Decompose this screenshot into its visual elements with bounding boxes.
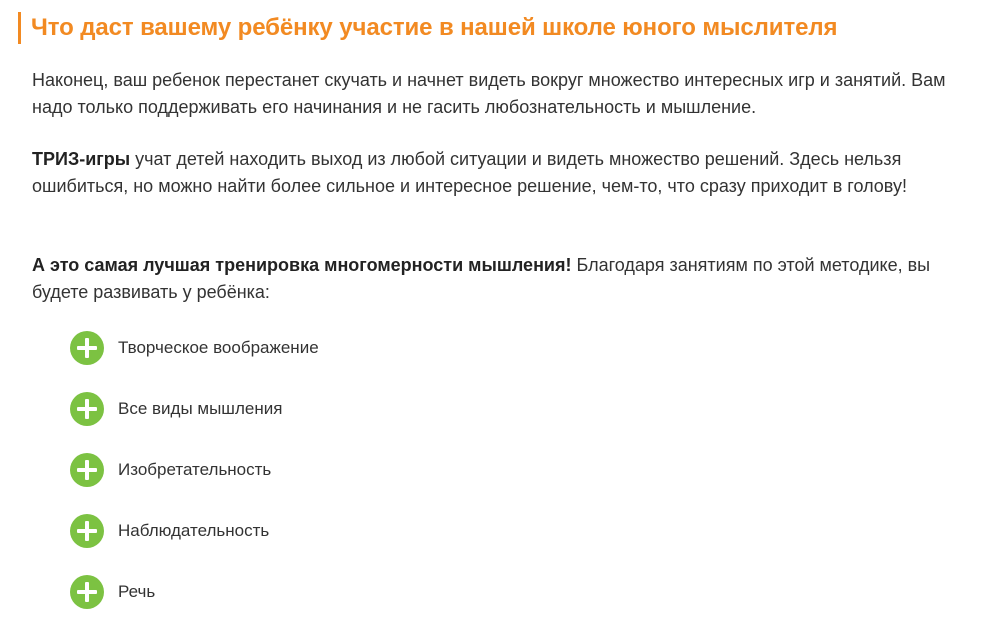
- plus-circle-icon: [70, 575, 104, 609]
- plus-circle-icon: [70, 514, 104, 548]
- triz-bold-text: ТРИЗ-игры: [32, 149, 131, 169]
- plus-circle-icon: [70, 331, 104, 365]
- benefit-label: Изобретательность: [118, 460, 272, 479]
- benefits-list: [70, 330, 319, 635]
- list-item: [70, 574, 319, 610]
- benefit-label: Все виды мышления: [118, 399, 283, 418]
- benefit-label: Речь: [118, 582, 156, 601]
- training-bold-text: А это самая лучшая тренировка многомерности мышления!: [32, 255, 572, 275]
- benefit-label: Творческое воображение: [118, 338, 319, 357]
- triz-text: учат детей находить выход из любой ситуации и видеть множество решений. Здесь нельзя ошибиться, но можно найти более сильное и интересное решение, чем-то, что сразу приходит в голову!: [32, 149, 907, 196]
- list-item: [70, 513, 319, 549]
- list-item: [70, 330, 319, 366]
- benefit-label: Наблюдательность: [118, 521, 270, 540]
- intro-text: Наконец, ваш ребенок перестанет скучать и начнет видеть вокруг множество интересных игр и занятий. Вам надо только поддерживать его начинания и не гасить любознательность и мышление.: [32, 70, 946, 117]
- training-text: Благодаря занятиям по этой методике, вы будете развивать у ребёнка:: [32, 255, 931, 302]
- intro-paragraph: [32, 67, 962, 121]
- training-paragraph: [32, 252, 962, 306]
- plus-circle-icon: [70, 453, 104, 487]
- list-item: [70, 452, 319, 488]
- section-heading: [18, 12, 837, 44]
- plus-circle-icon: [70, 392, 104, 426]
- list-item: [70, 391, 319, 427]
- section-title: Что даст вашему ребёнку участие в нашей школе юного мыслителя: [31, 14, 838, 41]
- triz-paragraph: [32, 146, 962, 200]
